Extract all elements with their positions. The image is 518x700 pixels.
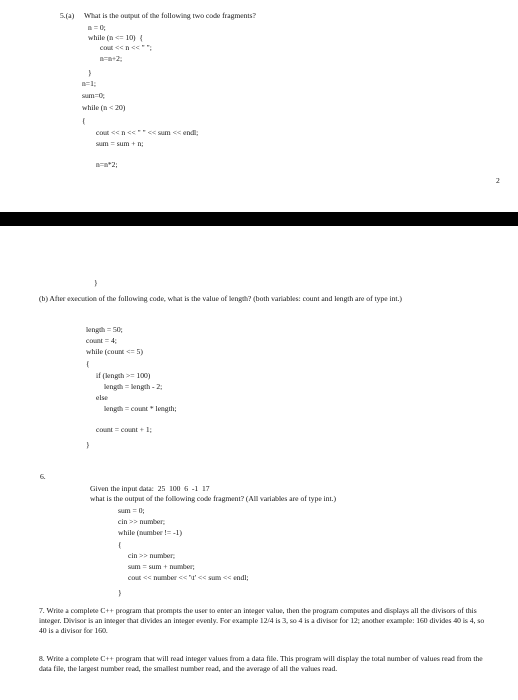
page-lower-sheet	[0, 226, 518, 700]
question-5a-text: What is the output of the following two code fragments?	[84, 11, 256, 20]
code4-line-1: sum = 0;	[118, 506, 145, 515]
question-5b-text: (b) After execution of the following code, what is the value of length? (both variables: count and length are of type int.)	[39, 294, 402, 303]
code4-line-4: {	[118, 540, 122, 549]
code2-line-3: while (n < 20)	[82, 103, 126, 112]
code4-line-2: cin >> number;	[118, 517, 165, 526]
code2-line-6: sum = sum + n;	[96, 139, 144, 148]
question-6-text: what is the output of the following code fragment? (All variables are of type int.)	[90, 494, 337, 503]
code4-line-6: sum = sum + number;	[128, 562, 195, 571]
code3-line-1: length = 50;	[86, 325, 123, 334]
code4-line-8: }	[118, 588, 122, 597]
page-upper-sheet	[0, 0, 518, 212]
question-6-input-data: Given the input data: 25 100 6 -1 17	[90, 484, 210, 493]
code1-line-5: }	[88, 68, 92, 77]
code2-line-7: n=n*2;	[96, 160, 118, 169]
code2-line-2: sum=0;	[82, 91, 105, 100]
code4-line-7: cout << number << '\t' << sum << endl;	[128, 573, 249, 582]
code2-line-4: {	[82, 116, 86, 125]
code1-line-1: n = 0;	[88, 23, 106, 32]
code3-line-10: }	[86, 440, 90, 449]
code3-line-4: {	[86, 359, 90, 368]
code3-line-6: length = length - 2;	[104, 382, 163, 391]
code2-line-1: n=1;	[82, 79, 96, 88]
code4-line-5: cin >> number;	[128, 551, 175, 560]
code2-closing-brace: }	[94, 278, 98, 287]
code1-line-3: cout << n << " ";	[100, 43, 152, 52]
question-6-number: 6.	[40, 472, 46, 481]
code1-line-4: n=n+2;	[100, 54, 123, 63]
question-8-text: 8. Write a complete C++ program that will read integer values from a data file. This program will display the total number of values read from the data file, the largest number read, the smallest number read, and the average of all the values read.	[39, 654, 483, 673]
code3-line-2: count = 4;	[86, 336, 117, 345]
code3-line-3: while (count <= 5)	[86, 347, 143, 356]
code2-line-5: cout << n << " " << sum << endl;	[96, 128, 199, 137]
question-7-text: 7. Write a complete C++ program that prompts the user to enter an integer value, then the program computes and displays all the divisors of this integer. Divisor is an integer that divides an integer evenly. For example 12/4 is 3, so 4 is a divisor for 12; another example: 160 divides 40 is 4, so 40 is a divisor for 160.	[39, 606, 485, 635]
code1-line-2: while (n <= 10) {	[88, 33, 144, 42]
page-divider-band	[0, 212, 518, 226]
code3-line-7: else	[96, 393, 108, 402]
code3-line-9: count = count + 1;	[96, 425, 152, 434]
question-5a-number: 5.(a)	[60, 11, 75, 20]
code4-line-3: while (number != -1)	[118, 528, 182, 537]
code3-line-5: if (length >= 100)	[96, 371, 151, 380]
page-number: 2	[496, 176, 500, 185]
code3-line-8: length = count * length;	[104, 404, 177, 413]
